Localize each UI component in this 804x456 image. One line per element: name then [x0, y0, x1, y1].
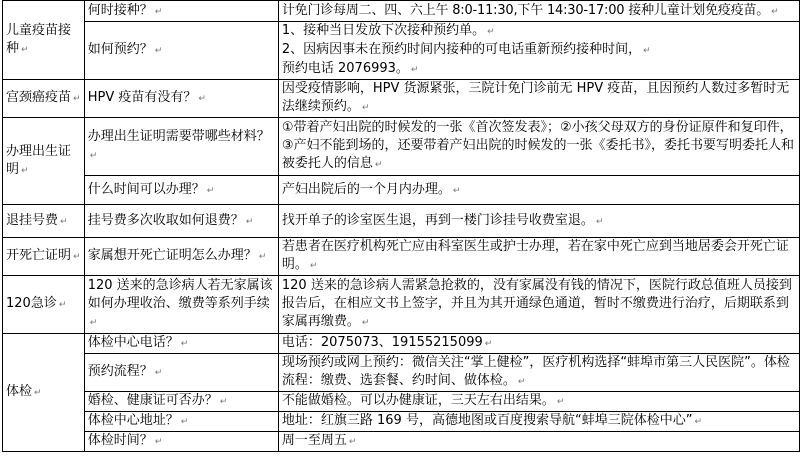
return-mark-icon: ↵ [452, 185, 461, 196]
section-hpv [3, 80, 85, 118]
table-row [3, 276, 800, 334]
table-row [3, 432, 800, 452]
section-birth [3, 118, 85, 205]
question-cell [84, 1, 278, 22]
answer-line [282, 41, 796, 60]
return-mark-icon: ↵ [219, 397, 228, 407]
answer-cell [278, 238, 799, 276]
question-cell [84, 334, 278, 354]
return-mark-icon: ↵ [643, 46, 651, 56]
faq-table [2, 0, 800, 452]
answer-text: 地址：红旗三路 169 号，高德地图或百度搜索导航“蚌埠三院体检中心” [281, 413, 693, 428]
return-mark-icon: ↵ [180, 339, 189, 349]
question-text: 体检中心电话？ [87, 335, 179, 350]
return-mark-icon: ↵ [309, 261, 318, 271]
answer-cell [278, 22, 799, 80]
question-cell [84, 22, 278, 80]
question-cell [84, 80, 278, 118]
return-mark-icon: ↵ [410, 65, 419, 75]
answer-text: 2、因病因事未在预约时间内接种的可电话重新预约接种时间， [281, 42, 642, 57]
table-row [3, 334, 800, 354]
section-refund [3, 205, 85, 238]
answer-text: 电话：2075073、19155215099 [281, 335, 483, 350]
return-mark-icon: ↵ [361, 103, 370, 113]
answer-text: 找开单子的诊室医生退，再到一楼门诊挂号收费室退。 [281, 212, 594, 228]
return-mark-icon: ↵ [34, 388, 42, 398]
return-mark-icon: ↵ [374, 160, 383, 170]
return-mark-icon: ↵ [58, 300, 67, 310]
question-cell [84, 276, 278, 334]
return-mark-icon: ↵ [258, 252, 267, 262]
return-mark-icon: ↵ [361, 318, 370, 328]
answer-line [282, 22, 796, 41]
question-cell [84, 205, 278, 238]
return-mark-icon: ↵ [89, 151, 98, 161]
return-mark-icon: ↵ [694, 417, 702, 427]
table-row [3, 80, 800, 118]
return-mark-icon: ↵ [556, 397, 565, 407]
question-text: 婚检、健康证可否办？ [87, 393, 218, 408]
question-text: 挂号费多次收取如何退费？ [87, 212, 244, 228]
question-text: 办理出生证明需要带哪些材料？ [87, 129, 270, 144]
section-emergency [3, 276, 85, 334]
table-row [3, 354, 800, 392]
question-cell [84, 176, 278, 205]
return-mark-icon: ↵ [206, 185, 215, 196]
answer-text: 产妇出院后的一个月内办理。 [281, 181, 451, 197]
table-row [3, 22, 800, 80]
table-row [3, 1, 800, 22]
section-label: 开死亡证明 [6, 248, 72, 263]
answer-cell [278, 80, 799, 118]
question-cell [84, 432, 278, 452]
return-mark-icon: ↵ [73, 252, 81, 262]
question-cell [84, 354, 278, 392]
answer-text: 120 送来的急诊病人需紧急抢救的，没有家属没有钱的情况下，医院行政总值班人员接到报告后，在相应文书上签字，并且为其开通绿色通道，暂时不缴费进行治疗，后期联系到家属再缴费。 [281, 278, 792, 329]
table-row [3, 238, 800, 276]
return-mark-icon: ↵ [517, 377, 526, 387]
return-mark-icon: ↵ [595, 216, 604, 227]
table-row [3, 412, 800, 432]
return-mark-icon: ↵ [154, 437, 163, 447]
section-vaccine [3, 1, 85, 80]
return-mark-icon: ↵ [771, 6, 779, 17]
answer-cell [278, 205, 799, 238]
return-mark-icon: ↵ [484, 339, 493, 349]
answer-cell [278, 1, 799, 22]
return-mark-icon: ↵ [180, 417, 189, 427]
return-mark-icon: ↵ [21, 44, 29, 55]
question-text: 何时接种？ [87, 2, 153, 18]
question-cell [84, 392, 278, 412]
return-mark-icon: ↵ [60, 216, 68, 227]
question-text: 如何预约？ [87, 42, 153, 57]
question-cell [84, 238, 278, 276]
answer-text: 若患者在医疗机构死亡应由科室医生或护士办理，若在家中死亡应到当地居委会开死亡证明。 [281, 239, 789, 272]
answer-cell [278, 176, 799, 205]
section-label: 退挂号费 [6, 212, 59, 228]
return-mark-icon: ↵ [198, 94, 206, 104]
answer-cell [278, 118, 799, 176]
section-checkup [3, 334, 85, 452]
table-row [3, 176, 800, 205]
table-row [3, 205, 800, 238]
return-mark-icon: ↵ [154, 46, 163, 56]
section-label: 儿童疫苗接种 [6, 22, 72, 56]
return-mark-icon: ↵ [73, 94, 81, 104]
answer-cell [278, 412, 799, 432]
section-label: 办理出生证明 [6, 143, 72, 177]
return-mark-icon: ↵ [487, 27, 495, 37]
question-cell [84, 412, 278, 432]
return-mark-icon: ↵ [245, 216, 254, 227]
section-death [3, 238, 85, 276]
question-text: 体检中心地址？ [87, 413, 179, 428]
answer-text: 周一至周五 [281, 433, 347, 448]
answer-text: 因受疫情影响，HPV 货源紧张，三院计免门诊前无 HPV 疫苗，且因预约人数过多暂时无法继续预约。 [281, 81, 790, 114]
section-label: 120急诊 [6, 296, 57, 311]
answer-text: 1、接种当日发放下次接种预约单。 [281, 23, 486, 38]
answer-text: 现场预约或网上预约：微信关注“掌上健检”，医疗机构选择“蚌埠市第三人民医院”。体检流程：缴费、选套餐、约时间、做体检。 [281, 355, 790, 388]
return-mark-icon: ↵ [89, 318, 98, 328]
answer-cell [278, 276, 799, 334]
return-mark-icon: ↵ [154, 6, 163, 17]
answer-text: 预约电话 2076993。 [281, 61, 409, 76]
answer-cell [278, 354, 799, 392]
question-text: 什么时间可以办理？ [87, 181, 205, 197]
section-label: 宫颈癌疫苗 [6, 90, 72, 105]
question-text: 体检时间？ [87, 433, 153, 448]
answer-text: ①带着产妇出院的时候发的一张《首次签发表》；②小孩父母双方的身份证原件和复印件，③产妇不能到场的，还要带着产妇出院的时候发的一张《委托书》，委托书要写明委托人和被委托人的信息 [281, 120, 795, 171]
question-text: 预约流程？ [87, 364, 153, 379]
section-label: 体检 [6, 384, 33, 399]
answer-line [282, 60, 796, 79]
table-row [3, 392, 800, 412]
answer-text: 不能做婚检。可以办健康证，三天左右出结果。 [281, 393, 555, 408]
question-text: 120 送来的急诊病人若无家属该如何办理收治、缴费等系列手续 [87, 278, 273, 311]
answer-text: 计免门诊每周二、四、六上午 8:0-11:30,下午 14:30-17:00 接种儿童计划免疫疫苗。 [281, 2, 770, 18]
question-cell [84, 118, 278, 176]
answer-cell [278, 334, 799, 354]
question-text: 家属想开死亡证明怎么办理？ [87, 248, 257, 263]
return-mark-icon: ↵ [21, 165, 29, 176]
table-row [3, 118, 800, 176]
answer-cell [278, 392, 799, 412]
question-text: HPV 疫苗有没有？ [87, 90, 197, 105]
return-mark-icon: ↵ [348, 437, 357, 447]
return-mark-icon: ↵ [154, 368, 163, 378]
answer-cell [278, 432, 799, 452]
